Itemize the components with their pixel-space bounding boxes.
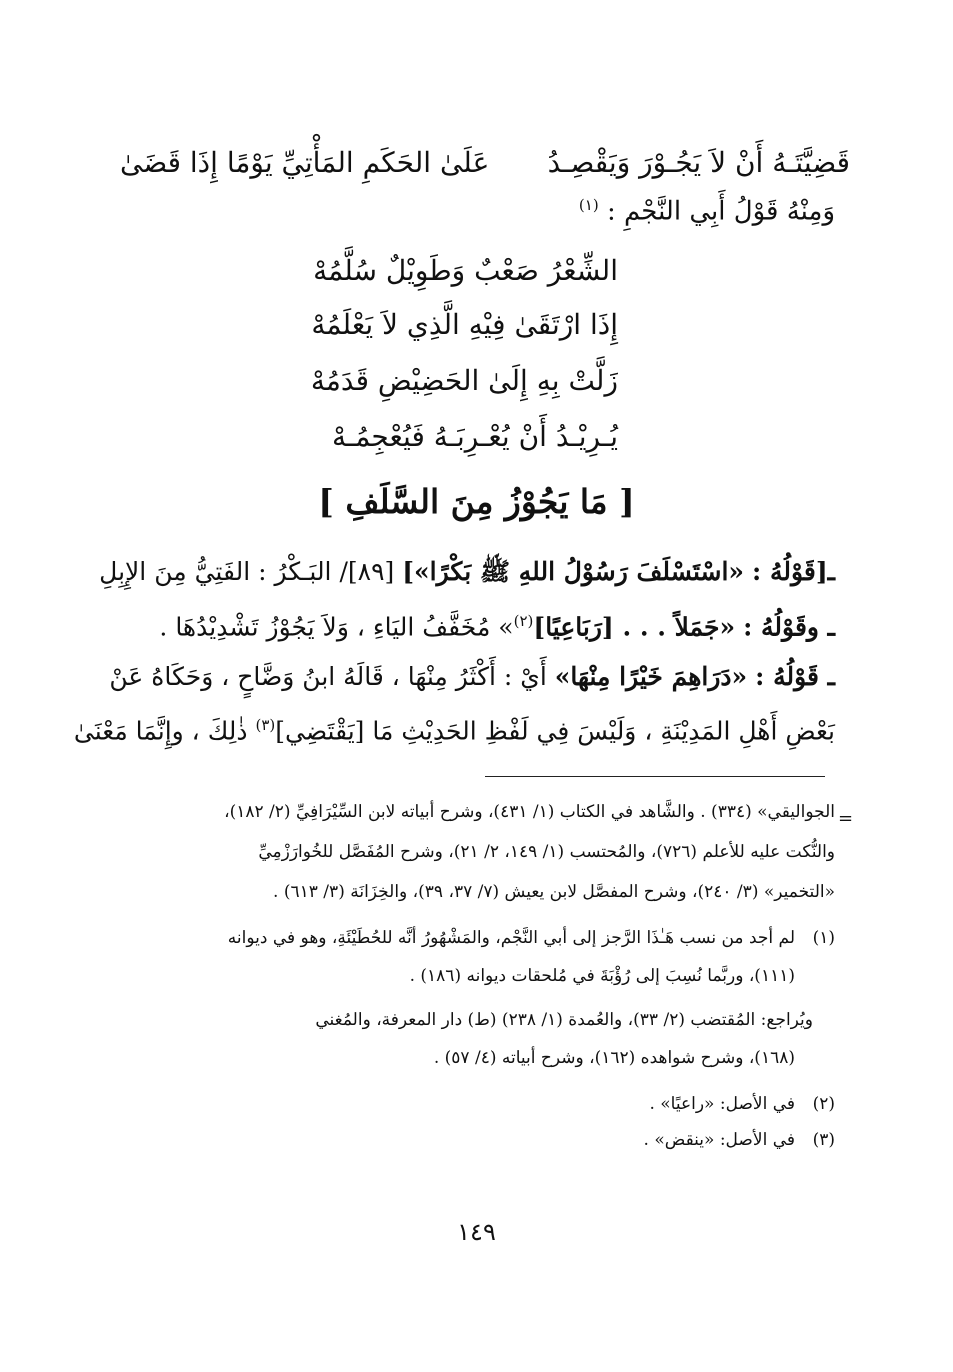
poetry-verse: [120, 140, 850, 184]
keyword: ـ[قَوْلُهُ :: [752, 557, 835, 586]
rajaz-line: الشِّعْرُ صَعْبٌ وَطَوِيْلٌ سُلَّمُهْ: [313, 254, 618, 287]
page-number: ١٤٩: [457, 1218, 496, 1246]
body-line-3: [109, 662, 835, 691]
footnote-ref-1: (١): [578, 196, 599, 214]
rajaz-line: يُـرِيْـدُ أَنْ يُعْـرِبَـهُ فَيُعْجِمُـهْ: [332, 420, 618, 453]
keyword: ـ وقَوْلُهُ :: [743, 612, 835, 642]
hadith-quote: «دَرَاهِمَ خَيْرًا مِنْهَا»: [554, 662, 748, 691]
footnote-text: لم أجد من نسب هَـٰذَا الرَّجز إلى أبي النَّجْم، والمَشْهُورُ أنَّه للحُطَيْئَةِ، وهو في ديوانه: [227, 928, 795, 948]
footnote-separator: [485, 776, 825, 777]
section-heading: [ مَا يَجُوْزُ مِنَ السَّلَفِ ]: [318, 482, 635, 521]
footnote-text: ويُراجع: المُقتضب (٢/ ٣٣)، والعُمدة (١/ ٢٣٨) (ط) دار المعرفة، والمُغني: [315, 1010, 813, 1030]
verse-first-half: عَلَىٰ الحَكَمِ المَأْتِيِّ يَوْمًا إِذَا قَضَىٰ: [120, 145, 490, 179]
footnote-number: (٣): [812, 1130, 835, 1150]
body-line-1: [99, 556, 835, 593]
body-text: [٨٩]/ البَـكْرُ : الفَتِيُّ مِنَ الإِبِلِ: [99, 557, 395, 586]
footnote-cont-line: «التخمير» (٣/ ٢٤٠)، وشرح المفصَّل لابن يعيش (٧/ ٣٧، ٣٩)، والخِزَانَة (٣/ ٦١٣) .: [273, 882, 835, 902]
rajaz-line: إِذَا ارْتَقَىٰ فِيْهِ الَّذِي لاَ يَعْلَمُهْ: [311, 308, 618, 341]
footnote-cont-line: والنُّكت عليه للأعلم (٧٢٦)، والمُحتسب (١/ ١٤٩، ٢/ ٢١)، وشرح المُفَصَّل للخُوارَزْمِيِّ: [258, 842, 835, 862]
footnote-number: (٢): [812, 1094, 835, 1114]
footnote-ref-3: (٣): [255, 716, 276, 734]
rajaz-intro: [135, 196, 835, 227]
footnote-text: (١٦٨)، وشرح شواهده (١٦٢)، وشرح أبياته (٤/ ٥٧) .: [433, 1048, 795, 1068]
footnote-number: (١): [812, 928, 835, 948]
footnote-ref-2: (٢): [513, 612, 534, 630]
hadith-quote: «اسْتَسْلَفَ رَسُوْلُ اللهِ ﷺ بَكْرًا»]: [402, 557, 745, 586]
body-line-2: [115, 612, 835, 641]
body-text: » مُخَفَّفُ اليَاءِ ، وَلاَ يَجُوْزُ تَشْدِيْدُهَا .: [159, 612, 514, 642]
body-text: أَيْ : أَكْثَرُ مِنْهَا ، قَالَهُ ابنُ وَضَّاحٍ ، وَحَكَاهُ عَنْ: [109, 662, 547, 691]
hadith-quote: «جَمَلاً . . . [رَبَاعِيًا]: [533, 612, 736, 642]
verse-second-half: قَضِيَّتَـهُ أَنْ لاَ يَجُـوْرَ وَيَقْصِـدُ: [547, 145, 850, 179]
keyword: ـ قَوْلُهُ :: [755, 662, 835, 691]
body-text: ذٰلِكَ ، وإِنَّمَا مَعْنَىٰ: [73, 716, 248, 746]
intro-text: وَمِنْهُ قَوْلُ أَبِي النَّجْمِ :: [606, 196, 835, 227]
body-line-4: [73, 716, 835, 746]
footnote-cont-line: الجواليقي» (٣٣٤) . والشَّاهد في الكتاب (١/ ٤٣١)، وشرح أبياته لابن السِّيْرَافِيِّ (٢/ ١٨٢)،: [224, 802, 835, 822]
footnote-text: في الأصل: «ينقض» .: [643, 1130, 795, 1150]
rajaz-line: زَلَّتْ بِهِ إِلَىٰ الحَضِيْضِ قَدَمُهْ: [310, 364, 618, 397]
footnote-text: في الأصل: «راعيًا» .: [649, 1094, 795, 1114]
continuation-mark: =: [838, 808, 854, 829]
footnote-text: (١١١)، وربَّما نُسِبَ إلى رُؤْبَةَ في مُلحقات ديوانه (١٨٦) .: [409, 966, 795, 986]
body-text: بَعْضِ أَهْلِ المَدِيْنَةِ ، وَلَيْسَ فِي لَفْظِ الحَدِيْثِ مَا [يَقْتَضِي]: [275, 716, 835, 746]
